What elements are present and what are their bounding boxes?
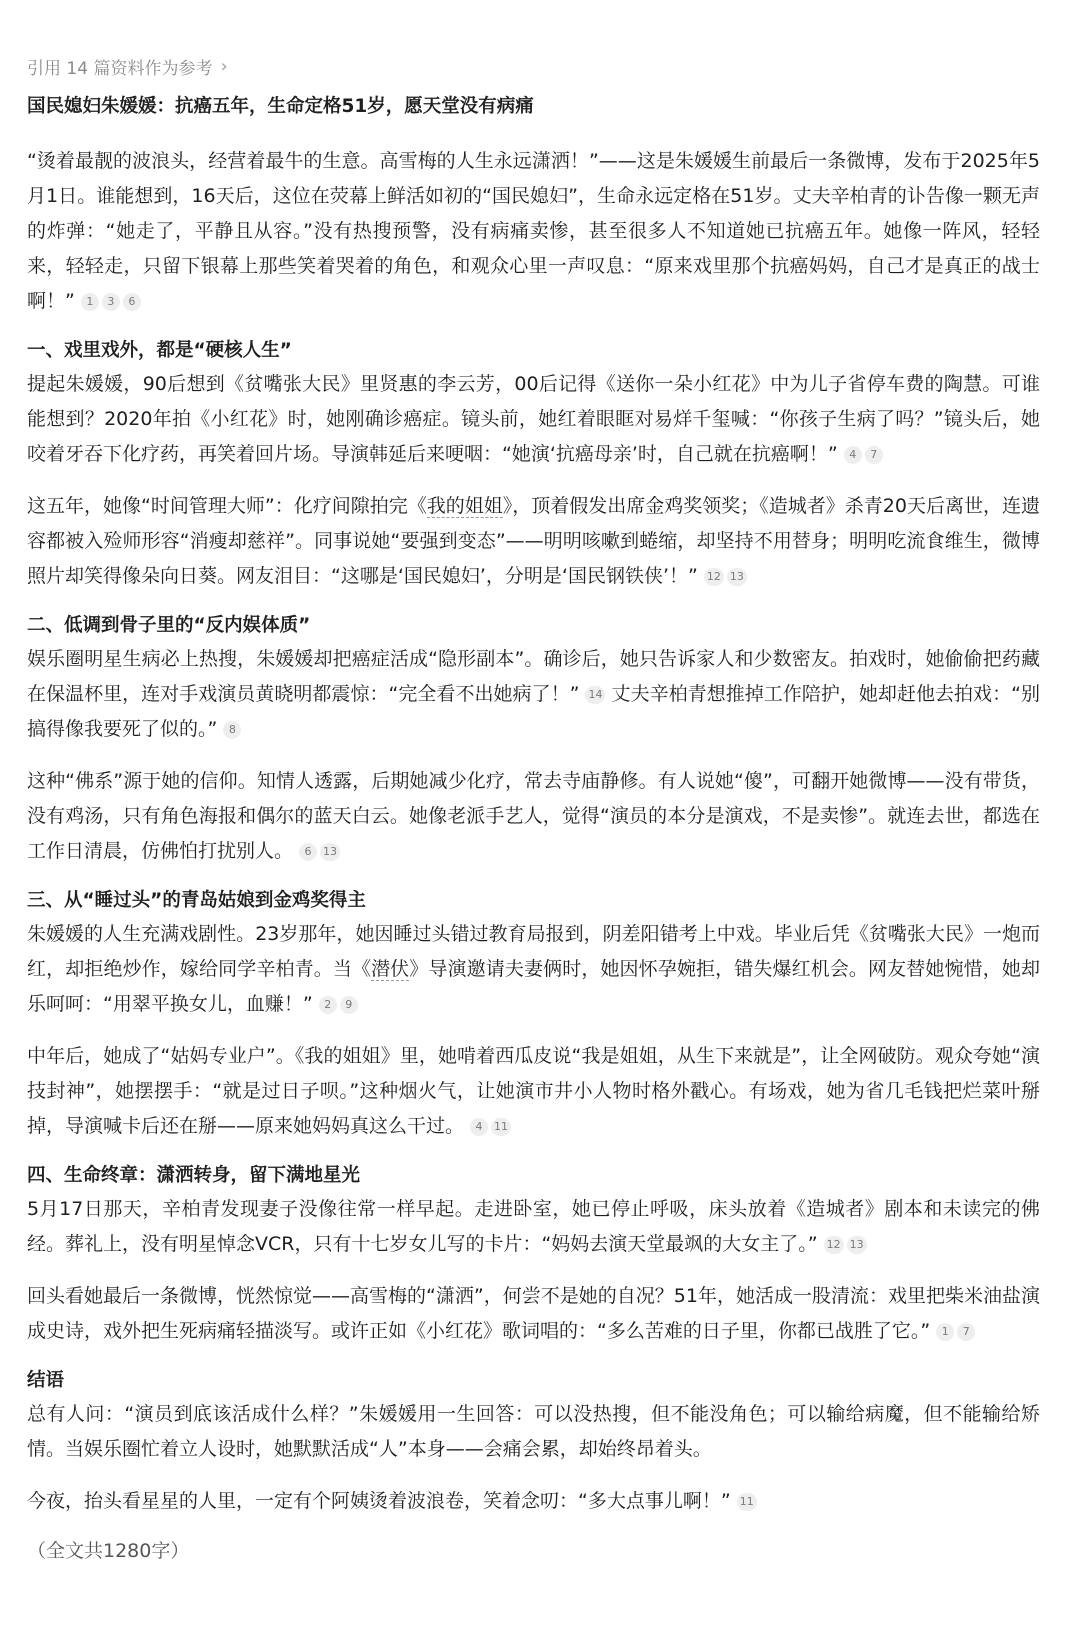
citation-group [585, 686, 605, 704]
paragraph-text: 朱媛媛的人生充满戏剧性。23岁那年，她因睡过头错过教育局报到，阴差阳错考上中戏。毕业后凭《贫嘴张大民》一炮而红，却拒绝炒作，嫁给同学辛柏青。当《 [27, 923, 1040, 980]
references-toggle[interactable] [27, 52, 1040, 80]
citation-badge[interactable]: 12 [824, 1236, 844, 1254]
paragraph-text: 今夜，抬头看星星的人里，一定有个阿姨烫着波浪卷，笑着念叨：“多大点事儿啊！” [27, 1490, 731, 1512]
section-paragraph [27, 1279, 1040, 1349]
section-heading: 三、从“睡过头”的青岛姑娘到金鸡奖得主 [27, 890, 366, 911]
citation-badge[interactable]: 4 [844, 446, 862, 464]
citation-badge[interactable]: 8 [223, 721, 241, 739]
references-label: 引用 14 篇资料作为参考 [27, 58, 213, 79]
citation-group [824, 1236, 867, 1254]
citation-group [737, 1493, 757, 1511]
section-paragraph [27, 1039, 1040, 1144]
citation-badge[interactable]: 6 [123, 293, 141, 311]
chevron-right-icon: › [220, 55, 228, 77]
paragraph-text: 提起朱媛媛，90后想到《贫嘴张大民》里贤惠的李云芳，00后记得《送你一朵小红花》中为儿子省停车费的陶慧。可谁能想到？2020年拍《小红花》时，她刚确诊癌症。镜头前，她红着眼眶对易烊千玺喊：“你孩子生病了吗？”镜头后，她咬着牙吞下化疗药，再笑着回片场。导演韩延后来哽咽：“她演‘抗癌母亲’时，自己就在抗癌啊！” [27, 373, 1040, 465]
word-count-note: （全文共1280字） [27, 1540, 190, 1562]
entity-link[interactable]: 我的姐姐 [426, 495, 503, 517]
citation-badge[interactable]: 1 [936, 1323, 954, 1341]
citation-group [319, 996, 358, 1014]
section-paragraph [27, 367, 1040, 472]
conclusion-paragraph: 总有人问：“演员到底该活成什么样？”朱媛媛用一生回答：可以没热搜，但不能没角色；可以输给病魔，但不能输给矫情。当娱乐圈忙着立人设时，她默默活成“人”本身——会痛会累，却始终昂着头。 [27, 1403, 1040, 1460]
citation-badge[interactable]: 11 [491, 1118, 511, 1136]
citation-badge[interactable]: 3 [102, 293, 120, 311]
intro-paragraph [27, 144, 1040, 319]
citation-badge[interactable]: 7 [957, 1323, 975, 1341]
section-paragraph [27, 1192, 1040, 1262]
paragraph-text: 这五年，她像“时间管理大师”：化疗间隙拍完《 [27, 495, 427, 517]
paragraph-text: 娱乐圈明星生病必上热搜，朱媛媛却把癌症活成“隐形副本”。确诊后，她只告诉家人和少数密友。拍戏时，她偷偷把药藏在保温杯里，连对手戏演员黄晓明都震惊：“完全看不出她病了！” [27, 648, 1040, 705]
citation-badge[interactable]: 1 [81, 293, 99, 311]
section-paragraph [27, 917, 1040, 1022]
section-heading: 二、低调到骨子里的“反内娱体质” [27, 615, 311, 636]
citation-badge[interactable]: 14 [585, 686, 605, 704]
citation-group [223, 721, 241, 739]
citation-group [299, 843, 340, 861]
section-paragraph [27, 642, 1040, 747]
entity-link[interactable]: 潜伏 [371, 958, 410, 980]
section-heading: 一、戏里戏外，都是“硬核人生” [27, 340, 292, 361]
citation-group [936, 1323, 975, 1341]
citation-badge[interactable]: 7 [865, 446, 883, 464]
paragraph-text: 》，顶着假发出席金鸡奖领奖；《造城者》杀青20天后离世，连遗容都被入殓师形容“消瘦却慈祥”。同事说她“要强到变态”——明明咳嗽到蜷缩，却坚持不用替身；明明吃流食维生，微博照片却笑得像朵向日葵。网友泪目：“这哪是‘国民媳妇’，分明是‘国民钢铁侠’！” [27, 495, 1040, 587]
paragraph-text: 这种“佛系”源于她的信仰。知情人透露，后期她减少化疗，常去寺庙静修。有人说她“傻”，可翻开她微博——没有带货，没有鸡汤，只有角色海报和偶尔的蓝天白云。她像老派手艺人，觉得“演员的本分是演戏，不是卖惨”。就连去世，都选在工作日清晨，仿佛怕打扰别人。 [27, 770, 1040, 862]
paragraph-text: 丈夫辛柏青想推掉工作陪护，她却赶他去拍戏：“别搞得像我要死了似的。” [27, 683, 1040, 740]
citation-badge[interactable]: 2 [319, 996, 337, 1014]
citation-badge[interactable]: 12 [704, 568, 724, 586]
paragraph-text: 回头看她最后一条微博，恍然惊觉——高雪梅的“潇洒”，何尝不是她的自况？51年，她活成一股清流：戏里把柴米油盐演成史诗，戏外把生死病痛轻描淡写。或许正如《小红花》歌词唱的：“多么苦难的日子里，你都已战胜了它。” [27, 1285, 1040, 1342]
citation-badge[interactable]: 11 [737, 1493, 757, 1511]
citation-badge[interactable]: 4 [470, 1118, 488, 1136]
section-heading: 四、生命终章：潇洒转身，留下满地星光 [27, 1165, 361, 1186]
section-paragraph [27, 489, 1040, 594]
paragraph-text: 中年后，她成了“姑妈专业户”。《我的姐姐》里，她啃着西瓜皮说“我是姐姐，从生下来就是”，让全网破防。观众夸她“演技封神”，她摆摆手：“就是过日子呗。”这种烟火气，让她演市井小人物时格外戳心。有场戏，她为省几毛钱把烂菜叶掰掉，导演喊卡后还在掰——原来她妈妈真这么干过。 [27, 1045, 1040, 1137]
citation-group [81, 293, 141, 311]
article-title: 国民媳妇朱媛媛：抗癌五年，生命定格51岁，愿天堂没有病痛 [27, 96, 534, 117]
citation-badge[interactable]: 13 [847, 1236, 867, 1254]
citation-group [470, 1118, 511, 1136]
citation-badge[interactable]: 9 [340, 996, 358, 1014]
citation-badge[interactable]: 13 [320, 843, 340, 861]
paragraph-text: 》导演邀请夫妻俩时，她因怀孕婉拒，错失爆红机会。网友替她惋惜，她却乐呵呵：“用翠平换女儿，血赚！” [27, 958, 1040, 1015]
intro-text: “烫着最靓的波浪头，经营着最牛的生意。高雪梅的人生永远潇洒！”——这是朱媛媛生前最后一条微博，发布于2025年5月1日。谁能想到，16天后，这位在荧幕上鲜活如初的“国民媳妇”，生命永远定格在51岁。丈夫辛柏青的讣告像一颗无声的炸弹：“她走了，平静且从容。”没有热搜预警，没有病痛卖惨，甚至很多人不知道她已抗癌五年。她像一阵风，轻轻来，轻轻走，只留下银幕上那些笑着哭着的角色，和观众心里一声叹息：“原来戏里那个抗癌妈妈，自己才是真正的战士啊！” [27, 150, 1040, 312]
conclusion-paragraph [27, 1484, 1040, 1519]
citation-group [704, 568, 747, 586]
conclusion-heading: 结语 [27, 1370, 65, 1391]
citation-badge[interactable]: 13 [727, 568, 747, 586]
citation-badge[interactable]: 6 [299, 843, 317, 861]
section-paragraph [27, 764, 1040, 869]
paragraph-text: 5月17日那天，辛柏青发现妻子没像往常一样早起。走进卧室，她已停止呼吸，床头放着《造城者》剧本和未读完的佛经。葬礼上，没有明星悼念VCR，只有十七岁女儿写的卡片：“妈妈去演天堂最飒的大女主了。” [27, 1198, 1040, 1255]
citation-group [844, 446, 883, 464]
